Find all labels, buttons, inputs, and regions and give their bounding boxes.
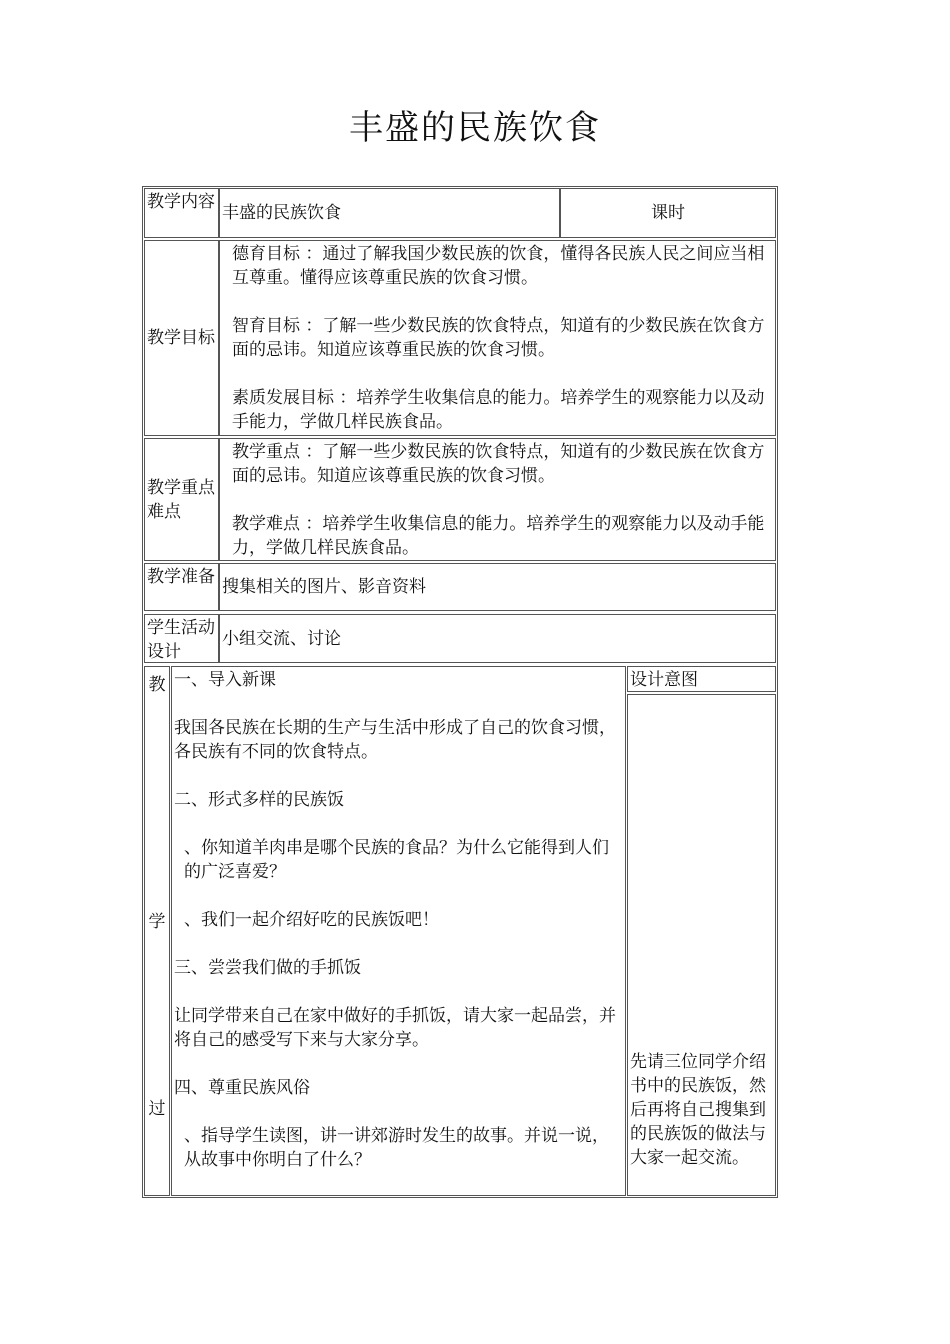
section-text: 、你知道羊肉串是哪个民族的食品？为什么它能得到人们的广泛喜爱？ xyxy=(184,838,609,882)
design-intent-content xyxy=(627,694,776,1196)
preparation-label: 教学准备 xyxy=(144,563,219,611)
section-text: 、指导学生读图，讲一讲郊游时发生的故事。并说一说，从故事中你明白了什么？ xyxy=(184,1126,609,1170)
moral-goal: 德育目标 ：通过了解我国少数民族的饮食，懂得各民族人民之间应当相互尊重。懂得应该尊重民族的饮食习惯。 xyxy=(232,244,765,288)
goals-content xyxy=(219,240,776,436)
process-label-char: 教 xyxy=(148,675,166,695)
period-label: 课时 xyxy=(560,188,776,238)
content-value: 丰盛的民族饮食 xyxy=(219,188,560,238)
key-point: 教学重点 ：了解一些少数民族的饮食特点，知道有的少数民族在饮食方面的忌讳。知道应该尊重民族的饮食习惯。 xyxy=(232,442,765,486)
design-intent-label: 设计意图 xyxy=(627,666,776,692)
section-heading: 四、尊重民族风俗 xyxy=(174,1078,310,1098)
preparation-value: 搜集相关的图片、影音资料 xyxy=(219,563,776,611)
activity-value: 小组交流、讨论 xyxy=(219,614,776,663)
keypoints-label xyxy=(144,438,219,561)
section-text: 、我们一起介绍好吃的民族饭吧！ xyxy=(184,910,439,930)
intellectual-goal: 智育目标 ：了解一些少数民族的饮食特点，知道有的少数民族在饮食方面的忌讳。知道应该尊重民族的饮食习惯。 xyxy=(232,316,765,360)
page-title: 丰盛的民族饮食 xyxy=(349,108,601,148)
process-label-char: 学 xyxy=(148,912,166,932)
keypoints-label-text: 教学重点难点 xyxy=(147,477,215,522)
process-label xyxy=(144,666,170,1196)
difficulty-point: 教学难点 ：培养学生收集信息的能力。培养学生的观察能力以及动手能力，学做几样民族食品。 xyxy=(232,514,765,558)
keypoints-content xyxy=(219,438,776,561)
process-label-char: 过 xyxy=(148,1099,166,1119)
goals-label xyxy=(144,240,219,436)
design-intent-note: 先请三位同学介绍书中的民族饭，然后再将自己搜集到的民族饭的做法与大家一起交流。 xyxy=(630,1052,766,1168)
section-heading: 三、尝尝我们做的手抓饭 xyxy=(174,958,361,978)
section-text: 让同学带来自己在家中做好的手抓饭，请大家一起品尝，并将自己的感受写下来与大家分享。 xyxy=(174,1006,616,1050)
activity-label: 学生活动设计 xyxy=(144,614,219,663)
section-text: 我国各民族在长期的生产与生活中形成了自己的饮食习惯，各民族有不同的饮食特点。 xyxy=(174,718,616,762)
section-heading: 一、导入新课 xyxy=(174,670,276,690)
process-content xyxy=(171,666,626,1196)
section-heading: 二、形式多样的民族饭 xyxy=(174,790,344,810)
quality-goal: 素质发展目标 ：培养学生收集信息的能力。培养学生的观察能力以及动手能力，学做几样民族食品。 xyxy=(232,388,765,432)
goals-label-text: 教学目标 xyxy=(147,328,215,348)
content-label: 教学内容 xyxy=(144,188,219,238)
